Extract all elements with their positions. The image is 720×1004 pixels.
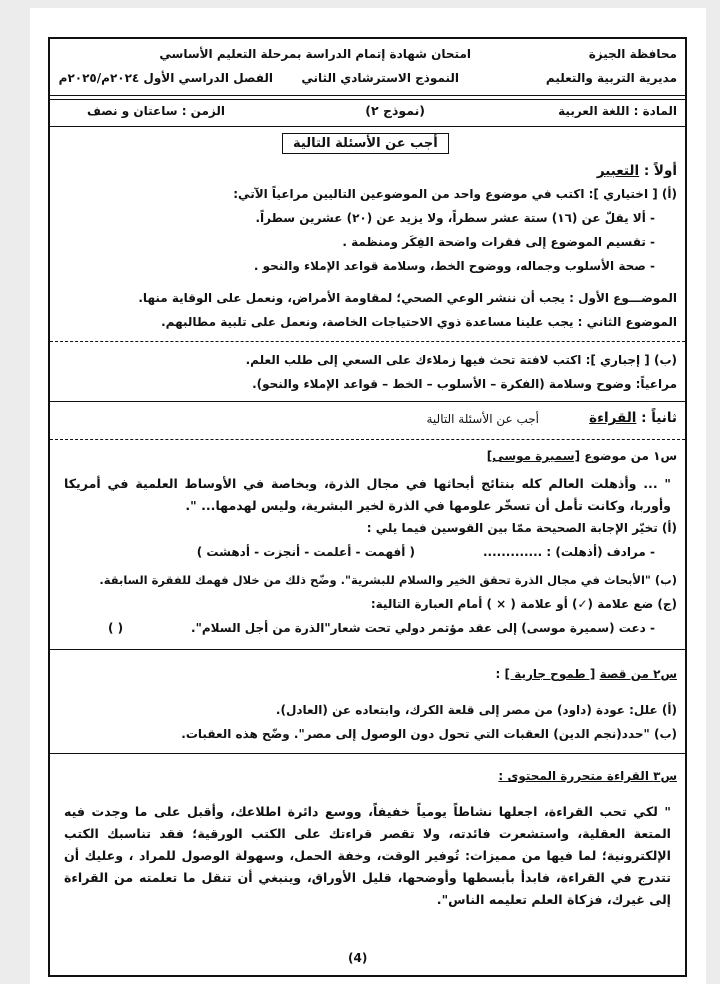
q2-title: س٢ من قصة [599,667,677,681]
q2-colon: : [495,667,501,681]
duration-label: الزمن : ساعتان و نصف [86,104,225,118]
q1-c-answer-blank: ( ) [108,621,124,635]
section2-heading [589,410,677,426]
exam-border-frame [48,37,687,977]
directorate-label: مديرية التربية والتعليم [545,71,677,85]
section1-b-text: : اكتب لافتة تحث فيها زملاءك على السعي إلى طلب العلم. [245,353,591,367]
exam-title: امتحان شهادة إتمام الدراسة بمرحلة التعليم الأساسي [159,47,471,61]
q1-a-options: ( أفهمت - أعلمت - أنجزت - أدهشت ) [196,545,415,559]
model-number: (نموذج ٢) [365,103,425,118]
q3-passage: " لكي تحب القراءة، اجعلها نشاطاً يومياً خفيفاً، ووسع دائرة اطلاعك، وأقبل على ما وجدت فيه المتعة العقلية، واستشعرت فائدته، ولا تقصر قراءتك على الكتب الورقية؛ فقد تناسبك الكتب الإلكترونية؛ لما فيها من مميزات: تُوفير الوقت، وخفة الحمل، وسهولة الوصول للمراد ، وعليك أن تتدرج في القراءة، فابدأ بأبسطها وأوضحها، قليل الأوراق، وينبغي أن تنقل ما تعلمته من القراءة إلى غيرك، فزكاة العلم تعليمه الناس". [64,804,671,907]
section1-heading [597,163,677,179]
section2-instructions: أجب عن الأسئلة التالية [426,412,539,426]
q2-b-question: (ب) "حدد(نجم الدين) العقبات التي تحول دون الوصول إلى مصر". وضّح هذه العقبات. [181,727,677,741]
q1-c-question: (ج) ضع علامة (✓) أو علامة ( × ) أمام العبارة التالية: [370,597,677,611]
section1-a-label: (أ) [661,187,677,201]
section1-b-line [246,353,677,367]
bullet-2: - تقسيم الموضوع إلى فقرات واضحة الفِكَر ومنظمة . [342,235,655,249]
section1-a-line [233,187,677,201]
section-divider-2 [50,649,685,650]
q1-title-line [487,449,677,463]
section1-b-label: (ب) [653,353,677,367]
topic1-line [138,291,677,305]
section2-prefix: ثانياً : [641,410,677,426]
section1-a-text: : اكتب في موضوع واحد من الموضوعين التاليين مراعياً الآتي: [233,187,594,201]
section2-divider [50,439,685,440]
section1-b-note: مراعياً: وضوح وسلامة (الفكرة – الأسلوب – الخط – قواعد الإملاء والنحو). [252,377,677,391]
header-divider [50,95,685,96]
q1-source: [سميرة موسى] [486,449,581,463]
bullet-3: - صحة الأسلوب وجماله، ووضوح الخط، وسلامة قواعد الإملاء والنحو . [253,259,655,273]
section-divider-3 [50,753,685,754]
model-name: النموذج الاسترشادي الثاني [301,71,459,85]
bullet-1: - ألا يقلّ عن (١٦) ستة عشر سطراً، ولا يزيد عن (٢٠) عشرين سطراً. [255,211,655,225]
section1-prefix: أولاً : [643,163,677,179]
q1-title: س١ من موضوع [584,449,677,463]
q1-passage: " ... وأذهلت العالم كله بنتائج أبحاثها في مجال الذرة، وبخاصة في الأوساط العلمية في أمريكا وأوربا، وكانت تأمل أن تسخّر علومها في الذرة لخير البشرية، وليس لهدمها... ". [64,476,671,513]
section2-title: القراءة [589,410,637,426]
q3-title: س٣ القراءة متحررة المحتوى : [498,769,677,783]
governorate-label: محافظة الجيزة [588,47,677,61]
topic2-line [161,315,677,329]
section1-inner-divider [50,341,685,342]
exam-sheet [30,8,706,984]
header-divider-inner [50,99,685,100]
term-label: الفصل الدراسي الأول ٢٠٢٤م/٢٠٢٥م [58,71,273,85]
q2-source: [ طموح جارية ] [504,667,596,681]
q1-a-item: - مرادف (أذهلت) : ............. [482,545,655,559]
subject-divider [50,126,685,127]
q1-b-question: (ب) "الأبحاث في مجال الذرة تحقق الخير والسلام للبشرية". وضّح ذلك من خلال فهمك للفقرة السابقة. [99,573,677,587]
topic2-text: يجب علينا مساعدة ذوي الاحتياجات الخاصة، ونعمل على تلبية مطالبهم. [161,315,574,329]
q2-title-line [496,667,678,681]
topic2-label: الموضوع الثاني : [577,315,677,329]
subject-label: المادة : اللغة العربية [558,104,677,118]
section1-a-bracket: [ اختياري ] [593,187,658,201]
q1-a-question: (أ) تخيّر الإجابة الصحيحة ممّا بين القوسين فيما يلي : [366,521,677,535]
section1-b-bracket: [ إجباري ] [590,353,650,367]
instructions-box: أجب عن الأسئلة التالية [282,133,449,154]
topic1-text: يجب أن ننشر الوعي الصحي؛ لمقاومة الأمراض، ونعمل على الوقاية منها. [138,291,565,305]
section1-title: التعبير [596,163,640,179]
topic1-label: الموضـــوع الأول : [569,291,677,305]
page-number: (4) [348,951,368,965]
section-divider-1 [50,401,685,402]
page-gap [0,984,720,1004]
q2-a-question: (أ) علل: عودة (داود) من مصر إلى قلعة الكرك، وابتعاده عن (العادل). [275,703,677,717]
q1-c-item: - دعت (سميرة موسى) إلى عقد مؤتمر دولي تحت شعار"الذرة من أجل السلام". [191,621,655,635]
